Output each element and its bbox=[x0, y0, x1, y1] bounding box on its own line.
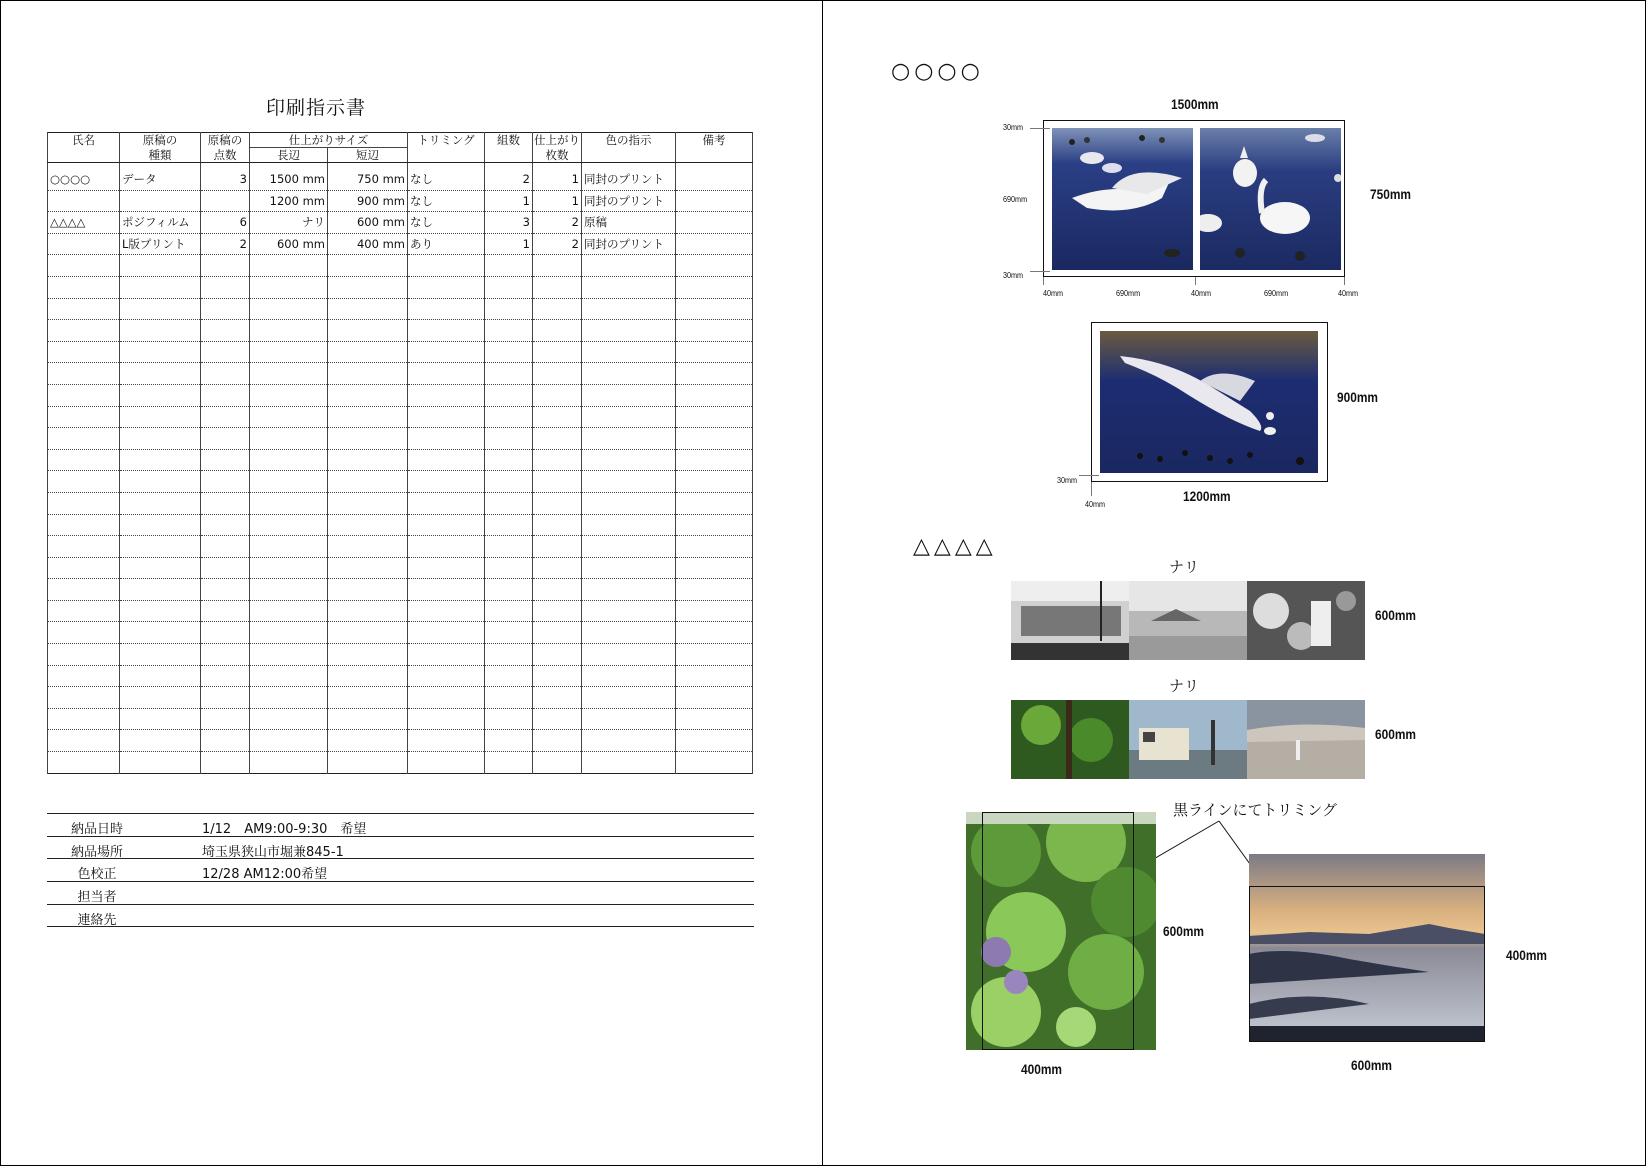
table-row-blank bbox=[48, 341, 753, 363]
info-label: 納品日時 bbox=[70, 822, 123, 837]
table-row bbox=[48, 212, 753, 234]
cell-sheets: 2 bbox=[533, 212, 582, 234]
cell-sheets: 2 bbox=[533, 233, 582, 255]
height-600-c: 600mm bbox=[1163, 923, 1205, 939]
table-row-blank bbox=[48, 730, 753, 752]
header-type: 原稿の bbox=[120, 133, 201, 148]
header-name: 氏名 bbox=[48, 133, 120, 148]
cell-trim: なし bbox=[408, 163, 485, 191]
table-row-blank bbox=[48, 428, 753, 450]
table-row-blank bbox=[48, 492, 753, 514]
info-label: 納品場所 bbox=[70, 844, 123, 860]
cell-color: 原稿 bbox=[582, 212, 676, 234]
info-label: 色校正 bbox=[77, 867, 117, 883]
header-type-2: 種類 bbox=[120, 148, 201, 163]
cell-note bbox=[676, 233, 753, 255]
header-trim: トリミング bbox=[408, 133, 485, 148]
cell-type bbox=[120, 190, 201, 212]
cell-type: L版プリント bbox=[120, 233, 201, 255]
cell-count: 6 bbox=[201, 212, 250, 234]
table-row-blank bbox=[48, 514, 753, 536]
table-row-blank bbox=[48, 665, 753, 687]
cell-long: 1200 mm bbox=[250, 190, 328, 212]
table-row-blank bbox=[48, 752, 753, 774]
cell-color: 同封のプリント bbox=[582, 190, 676, 212]
table-row-blank bbox=[48, 363, 753, 385]
order-table bbox=[47, 132, 753, 774]
info-row bbox=[47, 904, 754, 928]
nari-label-1: ナリ bbox=[1169, 558, 1200, 576]
width-1500-label: 1500mm bbox=[1171, 96, 1219, 112]
cell-type: ポジフィルム bbox=[120, 212, 201, 234]
cell-trim: なし bbox=[408, 212, 485, 234]
cell-trim: なし bbox=[408, 190, 485, 212]
info-row bbox=[47, 858, 754, 881]
table-row-blank bbox=[48, 449, 753, 471]
height-600-b: 600mm bbox=[1375, 726, 1417, 742]
header-note: 備考 bbox=[676, 133, 753, 148]
margin-40-mid: 40mm bbox=[1191, 288, 1212, 298]
header-size: 仕上がりサイズ bbox=[250, 133, 408, 148]
cell-sheets: 1 bbox=[533, 190, 582, 212]
delivery-info bbox=[47, 813, 754, 927]
table-row-blank bbox=[48, 536, 753, 558]
width-690-a: 690mm bbox=[1116, 288, 1141, 298]
width-400-label: 400mm bbox=[1021, 1061, 1063, 1077]
cell-count: 2 bbox=[201, 233, 250, 255]
table-row-blank bbox=[48, 579, 753, 601]
cell-color: 同封のプリント bbox=[582, 163, 676, 191]
info-value: 1/12 AM9:00-9:30 希望 bbox=[202, 822, 367, 837]
cell-note bbox=[676, 190, 753, 212]
table-row-blank bbox=[48, 276, 753, 298]
table-row-blank bbox=[48, 557, 753, 579]
margin-30-bottom: 30mm bbox=[1003, 270, 1024, 280]
cell-name: △△△△ bbox=[48, 212, 120, 234]
order-sheet-page bbox=[0, 0, 823, 1166]
width-1200-label: 1200mm bbox=[1183, 488, 1231, 504]
table-row-blank bbox=[48, 622, 753, 644]
header-sheets: 仕上がり bbox=[534, 133, 580, 148]
header-short: 短辺 bbox=[328, 148, 408, 163]
header-sets: 組数 bbox=[485, 133, 533, 148]
info-value: 12/28 AM12:00希望 bbox=[202, 867, 328, 883]
table-row-blank bbox=[48, 255, 753, 277]
margin-30-c: 30mm bbox=[1057, 475, 1078, 485]
cell-count bbox=[201, 190, 250, 212]
cell-sets: 3 bbox=[485, 212, 533, 234]
cell-color: 同封のプリント bbox=[582, 233, 676, 255]
header-long: 長辺 bbox=[250, 148, 328, 163]
trim-line-forest bbox=[982, 812, 1134, 1050]
table-row-blank bbox=[48, 644, 753, 666]
cell-sets: 1 bbox=[485, 190, 533, 212]
cell-name bbox=[48, 233, 120, 255]
height-900-label: 900mm bbox=[1337, 389, 1379, 405]
section2-name: △△△△ bbox=[913, 534, 997, 559]
cell-count: 3 bbox=[201, 163, 250, 191]
nari-label-2: ナリ bbox=[1169, 677, 1200, 695]
section1-name: ○○○○ bbox=[891, 59, 984, 84]
info-row bbox=[47, 881, 754, 904]
table-row bbox=[48, 233, 753, 255]
cell-type: データ bbox=[120, 163, 201, 191]
height-750-label: 750mm bbox=[1370, 186, 1412, 202]
cell-name bbox=[48, 190, 120, 212]
cell-sets: 2 bbox=[485, 163, 533, 191]
margin-40-left: 40mm bbox=[1043, 288, 1064, 298]
width-600-label: 600mm bbox=[1351, 1057, 1393, 1073]
height-400-label: 400mm bbox=[1506, 947, 1548, 963]
cell-short: 600 mm bbox=[328, 212, 408, 234]
cell-short: 750 mm bbox=[328, 163, 408, 191]
cell-long: 1500 mm bbox=[250, 163, 328, 191]
header-color: 色の指示 bbox=[582, 133, 676, 148]
margin-690-vert: 690mm bbox=[1003, 194, 1028, 204]
cell-long: ナリ bbox=[250, 212, 328, 234]
cell-note bbox=[676, 163, 753, 191]
margin-30-top: 30mm bbox=[1003, 122, 1024, 132]
table-row-blank bbox=[48, 708, 753, 730]
cell-trim: あり bbox=[408, 233, 485, 255]
info-value: 埼玉県狭山市堀兼845-1 bbox=[202, 844, 344, 860]
cell-note bbox=[676, 212, 753, 234]
table-row bbox=[48, 163, 753, 191]
trim-caption: 黒ラインにてトリミング bbox=[1173, 801, 1337, 819]
table-row-blank bbox=[48, 320, 753, 342]
info-row bbox=[47, 836, 754, 859]
layout-page bbox=[822, 0, 1646, 1166]
height-600-a: 600mm bbox=[1375, 607, 1417, 623]
info-label: 担当者 bbox=[77, 890, 117, 906]
margin-40-right: 40mm bbox=[1338, 288, 1359, 298]
header-count: 原稿の bbox=[201, 133, 250, 148]
width-690-b: 690mm bbox=[1264, 288, 1289, 298]
info-row bbox=[47, 813, 754, 836]
table-row-blank bbox=[48, 600, 753, 622]
table-row-blank bbox=[48, 687, 753, 709]
trim-line-clouds bbox=[1249, 886, 1485, 1042]
page-title: 印刷指示書 bbox=[265, 97, 366, 119]
cell-name: ○○○○ bbox=[48, 163, 120, 191]
cell-short: 400 mm bbox=[328, 233, 408, 255]
cell-long: 600 mm bbox=[250, 233, 328, 255]
order-rows bbox=[48, 163, 753, 774]
cell-sets: 1 bbox=[485, 233, 533, 255]
header-sheets-2: 枚数 bbox=[533, 148, 582, 163]
cell-short: 900 mm bbox=[328, 190, 408, 212]
table-row-blank bbox=[48, 298, 753, 320]
trim-callout-lines bbox=[823, 1, 1646, 1169]
info-label: 連絡先 bbox=[77, 912, 117, 928]
margin-40-d: 40mm bbox=[1085, 499, 1106, 509]
header-count-2: 点数 bbox=[201, 148, 250, 163]
cell-sheets: 1 bbox=[533, 163, 582, 191]
table-row-blank bbox=[48, 471, 753, 493]
table-row-blank bbox=[48, 406, 753, 428]
table-row bbox=[48, 190, 753, 212]
table-row-blank bbox=[48, 384, 753, 406]
